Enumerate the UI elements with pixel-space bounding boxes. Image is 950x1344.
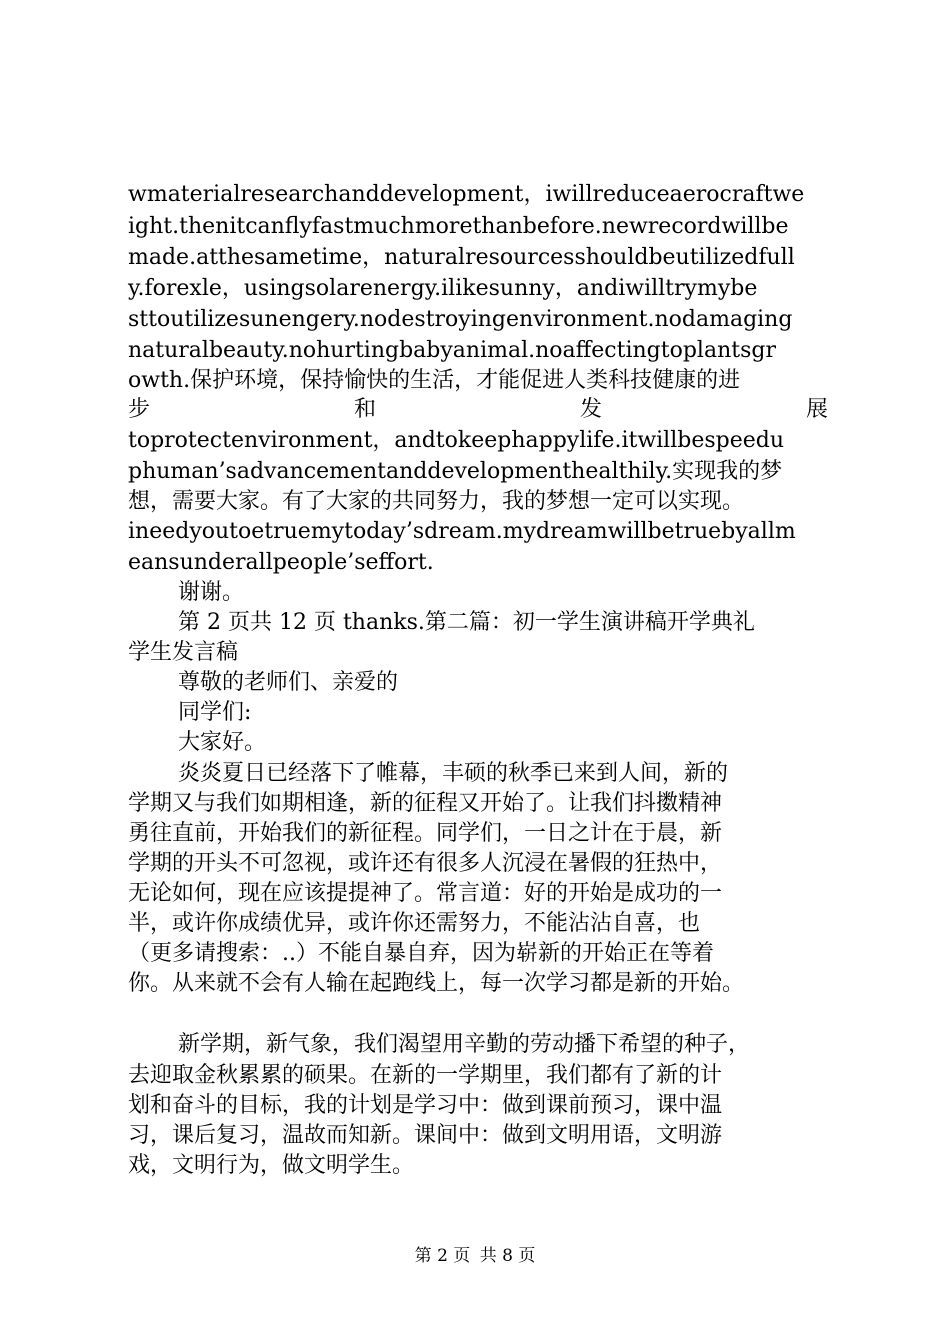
paragraph-line: 去迎取金秋累累的硕果。在新的一学期里，我们都有了新的计 <box>128 1063 723 1088</box>
text-line: 想，需要大家。有了大家的共同努力，我的梦想一定可以实现。 <box>128 489 745 514</box>
paragraph-line: 学期又与我们如期相逢，新的征程又开始了。让我们抖擞精神 <box>128 791 723 816</box>
text-line: owth.保护环境，保持愉快的生活，才能促进人类科技健康的进 <box>128 368 741 393</box>
spread-line <box>128 397 828 423</box>
spread-char: 和 <box>353 397 376 422</box>
paragraph-line: 习，课后复习，温故而知新。课间中：做到文明用语，文明游 <box>128 1123 723 1148</box>
paragraph-line: （更多请搜索：..）不能自暴自弃，因为崭新的开始正在等着 <box>128 941 714 966</box>
text-line: toprotectenvironment，andtokeephappylife.itwillbespeedu <box>128 428 785 453</box>
page-footer <box>0 1245 950 1267</box>
paragraph-line: 戏，文明行为，做文明学生。 <box>128 1153 415 1178</box>
paragraph-line: 无论如何，现在应该提提神了。常言道：好的开始是成功的一 <box>128 881 723 906</box>
paragraph-line: 炎炎夏日已经落下了帷幕，丰硕的秋季已来到人间，新的 <box>178 761 729 786</box>
paragraph-line: 半，或许你成绩优异，或许你还需努力，不能沾沾自喜，也 <box>128 911 701 936</box>
spread-char: 发 <box>579 397 602 422</box>
paragraph-line: 你。从来就不会有人输在起跑线上，每一次学习都是新的开始。 <box>128 971 745 996</box>
salutation: 尊敬的老师们、亲爱的 <box>178 670 399 695</box>
salutation: 同学们: <box>178 700 252 725</box>
paragraph-line: 勇往直前，开始我们的新征程。同学们，一日之计在于晨，新 <box>128 821 723 846</box>
paragraph-line: 新学期，新气象，我们渴望用辛勤的劳动播下希望的种子， <box>178 1032 751 1057</box>
text-line: sttoutilizesunengery.nodestroyingenvironment.nodamaging <box>128 307 793 332</box>
thanks-line: 谢谢。 <box>178 580 245 605</box>
text-line: y.forexle，usingsolarenergy.ilikesunny，andiwilltrymybe <box>128 276 758 301</box>
page-number: 第 2 页 <box>414 1246 471 1266</box>
text-line: made.atthesametime，naturalresourcesshouldbeutilizedfull <box>128 245 795 270</box>
text-line: wmaterialresearchanddevelopment，iwillreduceaerocraftwe <box>128 182 805 207</box>
paragraph-line: 划和奋斗的目标，我的计划是学习中：做到课前预习，课中温 <box>128 1093 723 1118</box>
text-line: ight.thenitcanflyfastmuchmorethanbefore.newrecordwillbe <box>128 214 789 239</box>
section-heading-cont: 学生发言稿 <box>128 640 239 665</box>
spread-char: 步 <box>128 397 151 422</box>
text-line: phuman’sadvancementanddevelopmenthealthily.实现我的梦 <box>128 459 783 484</box>
greeting: 大家好。 <box>178 730 267 755</box>
section-heading: 第 2 页共 12 页 thanks.第二篇：初一学生演讲稿开学典礼 <box>178 610 755 635</box>
text-line: naturalbeauty.nohurtingbabyanimal.noaffectingtoplantsgr <box>128 338 776 363</box>
page-total: 共 8 页 <box>479 1246 536 1266</box>
spread-char: 展 <box>805 397 828 422</box>
text-line: eansunderallpeople’seffort. <box>128 550 434 575</box>
paragraph-line: 学期的开头不可忽视，或许还有很多人沉浸在暑假的狂热中， <box>128 851 723 876</box>
text-line: ineedyoutoetruemytoday’sdream.mydreamwillbetruebyallm <box>128 519 796 544</box>
